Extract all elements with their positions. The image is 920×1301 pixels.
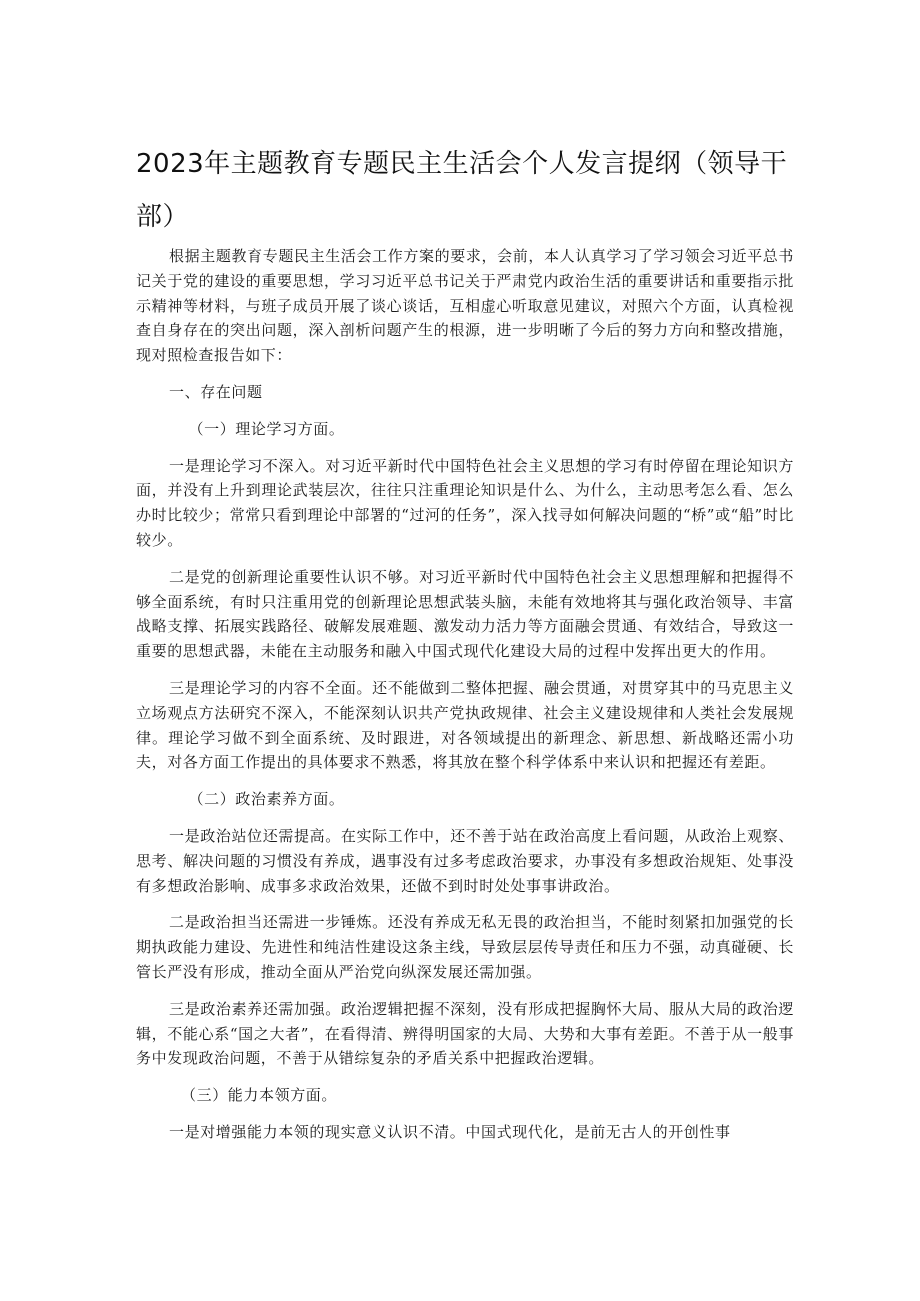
body-paragraph: 三是政治素养还需加强。政治逻辑把握不深刻，没有形成把握胸怀大局、服从大局的政治逻辑，不能心系“国之大者”，在看得清、辨得明国家的大局、大势和大事有差距。不善于从一般事务中发现政治问题，不善于从错综复杂的矛盾关系中把握政治逻辑。	[136, 999, 794, 1068]
body-paragraph: 一是对增强能力本领的现实意义认识不清。中国式现代化，是前无古人的开创性事	[169, 1122, 731, 1141]
body-paragraph: 一是政治站位还需提高。在实际工作中，还不善于站在政治高度上看问题，从政治上观察、思考、解决问题的习惯没有养成，遇事没有过多考虑政治要求，办事没有多想政治规矩、处事没有多想政治影响、成事多求政治效果，还做不到时时处处事事讲政治。	[136, 826, 794, 895]
body-paragraph: 一是理论学习不深入。对习近平新时代中国特色社会主义思想的学习有时停留在理论知识方面，并没有上升到理论武装层次，往往只注重理论知识是什么、为什么，主动思考怎么看、怎么办时比较少；常常只看到理论中部署的“过河的任务”，深入找寻如何解决问题的“桥”或“船”时比较少。	[136, 456, 795, 549]
section-heading: 一、存在问题	[169, 382, 263, 401]
page-title: 2023年主题教育专题民主生活会个人发言提纲（领导干部）	[136, 149, 788, 232]
body-paragraph: 二是党的创新理论重要性认识不够。对习近平新时代中国特色社会主义思想理解和把握得不够全面系统，有时只注重用党的创新理论思想武装头脑，未能有效地将其与强化政治领导、丰富战略支撑、拓展实践路径、破解发展难题、激发动力活力等方面融会贯通、有效结合，导致这一重要的思想武器，未能在主动服务和融入中国式现代化建设大局的过程中发挥出更大的作用。	[136, 567, 794, 661]
body-paragraph: 三是理论学习的内容不全面。还不能做到二整体把握、融会贯通，对贯穿其中的马克思主义立场观点方法研究不深入，不能深刻认识共产党执政规律、社会主义建设规律和人类社会发展规律。理论学习做不到全面系统、及时跟进，对各领域提出的新理念、新思想、新战略还需小功夫，对各方面工作提出的具体要求不熟悉，将其放在整个科学体系中来认识和把握还有差距。	[136, 678, 794, 772]
body-paragraph: 二是政治担当还需进一步锤炼。还没有养成无私无畏的政治担当，不能时刻紧扣加强党的长期执政能力建设、先进性和纯洁性建设这条主线，导致层层传导责任和压力不强，动真碰硬、长管长严没有形成，推动全面从严治党向纵深发展还需加强。	[136, 913, 794, 981]
subsection-heading: （二）政治素养方面。	[188, 790, 345, 809]
subsection-heading: （一）理论学习方面。	[188, 419, 345, 438]
document-body	[136, 244, 794, 1157]
intro-paragraph: 根据主题教育专题民主生活会工作方案的要求，会前，本人认真学习了学习领会习近平总书记关于党的建设的重要思想，学习习近平总书记关于严肃党内政治生活的重要讲话和重要指示批示精神等材料，与班子成员开展了谈心谈话，互相虚心听取意见建议，对照六个方面，认真检视查自身存在的突出问题，深入剖析问题产生的根源，进一步明晰了今后的努力方向和整改措施，现对照检查报告如下：	[136, 247, 794, 365]
subsection-heading: （三）能力本领方面。	[181, 1086, 338, 1105]
